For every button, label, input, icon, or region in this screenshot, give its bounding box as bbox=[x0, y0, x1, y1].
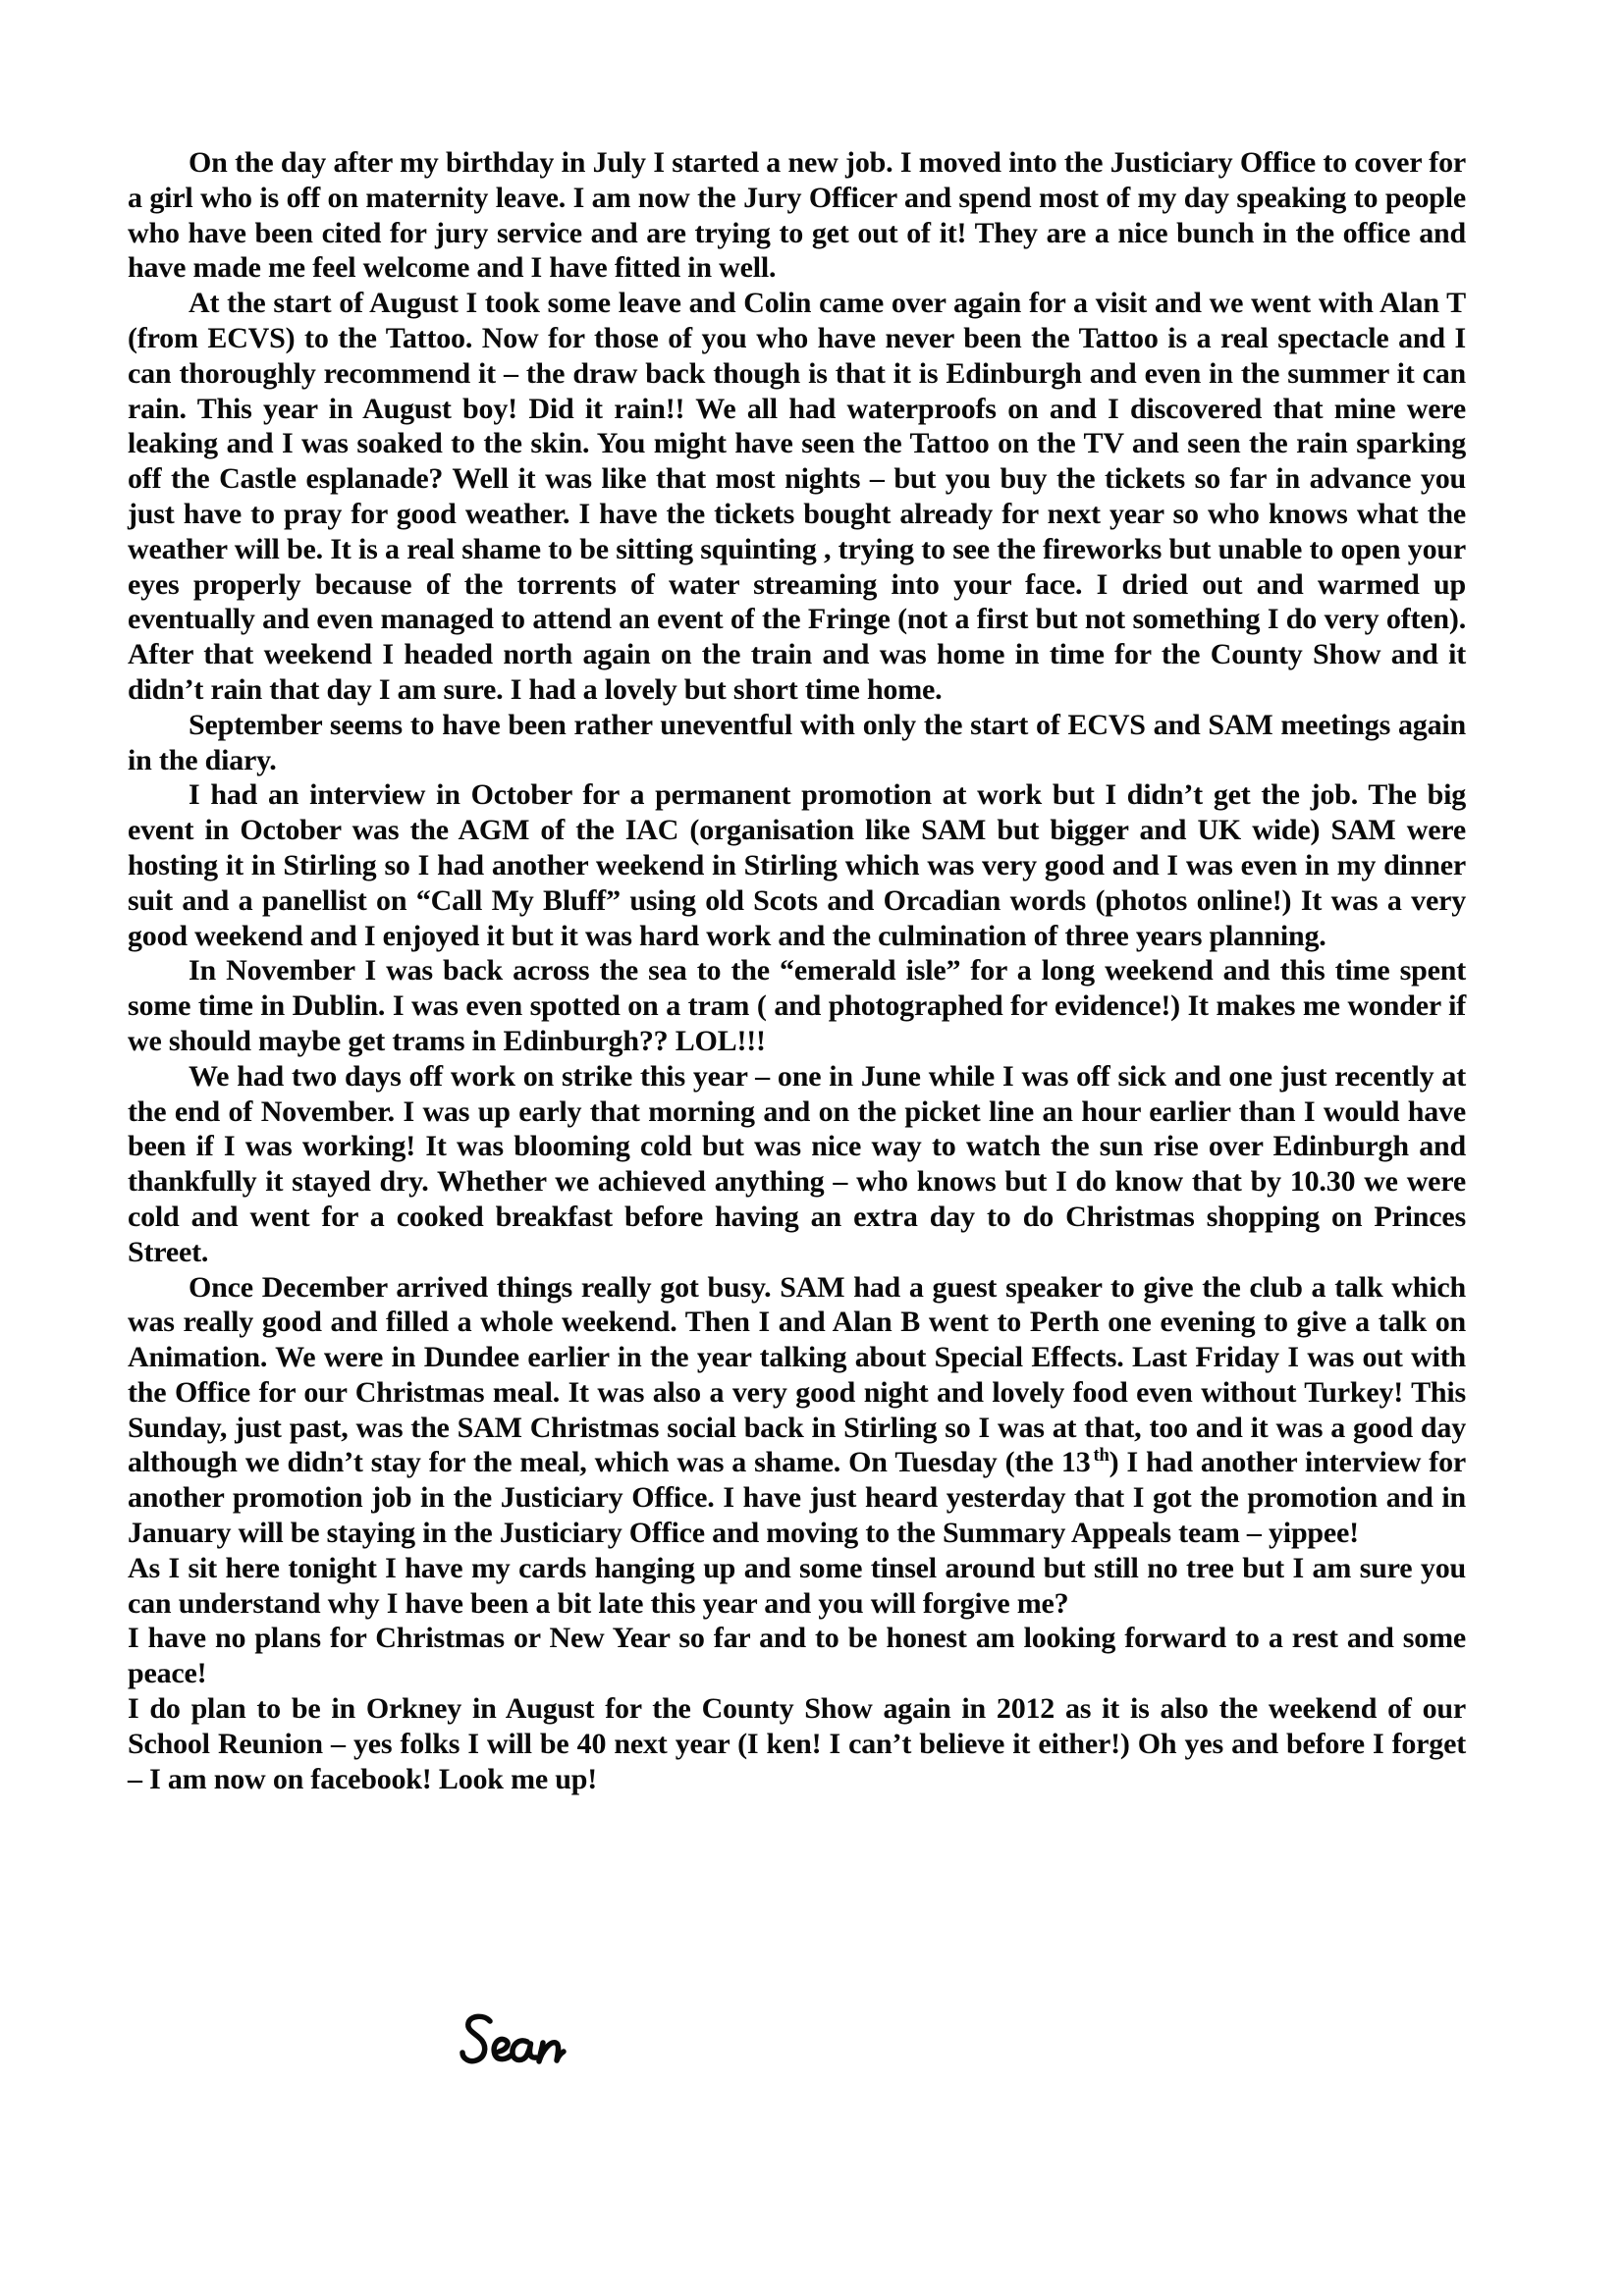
signature-handwriting-icon bbox=[460, 2012, 572, 2073]
paragraph-december-busy bbox=[128, 1270, 1466, 1551]
paragraph-orkney-2012: I do plan to be in Orkney in August for the County Show again in 2012 as it is also the weekend of our School Reunion – yes folks I will be 40 next year (I ken! I can’t believe it either!) Oh yes and before I forget – I am now on facebook! Look me up! bbox=[128, 1692, 1466, 1795]
paragraph-november-dublin: In November I was back across the sea to the “emerald isle” for a long weekend and this time spent some time in Dublin. I was even spotted on a tram ( and photographed for evidence!) It makes me wonder if we should maybe get trams in Edinburgh?? LOL!!! bbox=[128, 954, 1466, 1057]
paragraph-august-tattoo: At the start of August I took some leave and Colin came over again for a visit and we went with Alan T (from ECVS) to the Tattoo. Now for those of you who have never been the Tattoo is a real spectacle and I can thoroughly recommend it – the draw back though is that it is Edinburgh and even in the summer it can rain. This year in August boy! Did it rain!! We all had waterproofs on and I discovered that mine were leaking and I was soaked to the skin. You might have seen the Tattoo on the TV and seen the rain sparking off the Castle esplanade? Well it was like that most nights – but you buy the tickets so far in advance you just have to pray for good weather. I have the tickets bought already for next year so who knows what the weather will be. It is a real shame to be sitting squinting , trying to see the fireworks but unable to open your eyes properly because of the torrents of water streaming into your face. I dried out and warmed up eventually and even managed to attend an event of the Fringe (not a first but not something I do very often). After that weekend I headed north again on the train and was home in time for the County Show and it didn’t rain that day I am sure. I had a lovely but short time home. bbox=[128, 287, 1466, 706]
paragraph-july-new-job: On the day after my birthday in July I started a new job. I moved into the Justiciary Office to cover for a girl who is off on maternity leave. I am now the Jury Officer and spend most of my day speaking to people who have been cited for jury service and are trying to get out of it! They are a nice bunch in the office and have made me feel welcome and I have fitted in well. bbox=[128, 146, 1466, 285]
paragraph-september: September seems to have been rather uneventful with only the start of ECVS and SAM meetings again in the diary. bbox=[128, 708, 1466, 776]
paragraph-cards-tinsel: As I sit here tonight I have my cards hanging up and some tinsel around but still no tree but I am sure you can understand why I have been a bit late this year and you will forgive me? bbox=[128, 1551, 1466, 1620]
paragraph-october-agm: I had an interview in October for a permanent promotion at work but I didn’t get the job. The big event in October was the AGM of the IAC (organisation like SAM but bigger and UK wide) SAM were hosting it in Stirling so I had another weekend in Stirling which was very good and I was even in my dinner suit and a panellist on “Call My Bluff” using old Scots and Orcadian words (photos online!) It was a very good weekend and I enjoyed it but it was hard work and the culmination of three years planning. bbox=[128, 778, 1466, 952]
paragraph-december-part1: Once December arrived things really got busy. SAM had a guest speaker to give the club a talk which was really good and filled a whole weekend. Then I and Alan B went to Perth one evening to give a talk on Animation. We were in Dundee earlier in the year talking about Special Effects. Last Friday I was out with the Office for our Christmas meal. It was also a very good night and lovely food even without Turkey! This Sunday, just past, was the SAM Christmas social back in Stirling so I was at that, too and it was a good day although we didn’t stay for the meal, which was a shame. On Tuesday (the 13 bbox=[128, 1270, 1466, 1479]
letter-body bbox=[128, 145, 1466, 1796]
ordinal-superscript: th bbox=[1093, 1445, 1109, 1467]
paragraph-no-plans: I have no plans for Christmas or New Year so far and to be honest am looking forward to a rest and some peace! bbox=[128, 1622, 1466, 1690]
signature-sean bbox=[460, 2012, 572, 2078]
paragraph-strike-days: We had two days off work on strike this year – one in June while I was off sick and one just recently at the end of November. I was up early that morning and on the picket line an hour earlier than I would have been if I was working! It was blooming cold but was nice way to watch the sun rise over Edinburgh and thankfully it stayed dry. Whether we achieved anything – who knows but I do know that by 10.30 we were cold and went for a cooked breakfast before having an extra day to do Christmas shopping on Princes Street. bbox=[128, 1059, 1466, 1268]
paragraph-december-part2: ) I had another interview for another promotion job in the Justiciary Office. I have just heard yesterday that I got the promotion and in January will be staying in the Justiciary Office and moving to the Summary Appeals team – yippee! bbox=[128, 1446, 1466, 1550]
